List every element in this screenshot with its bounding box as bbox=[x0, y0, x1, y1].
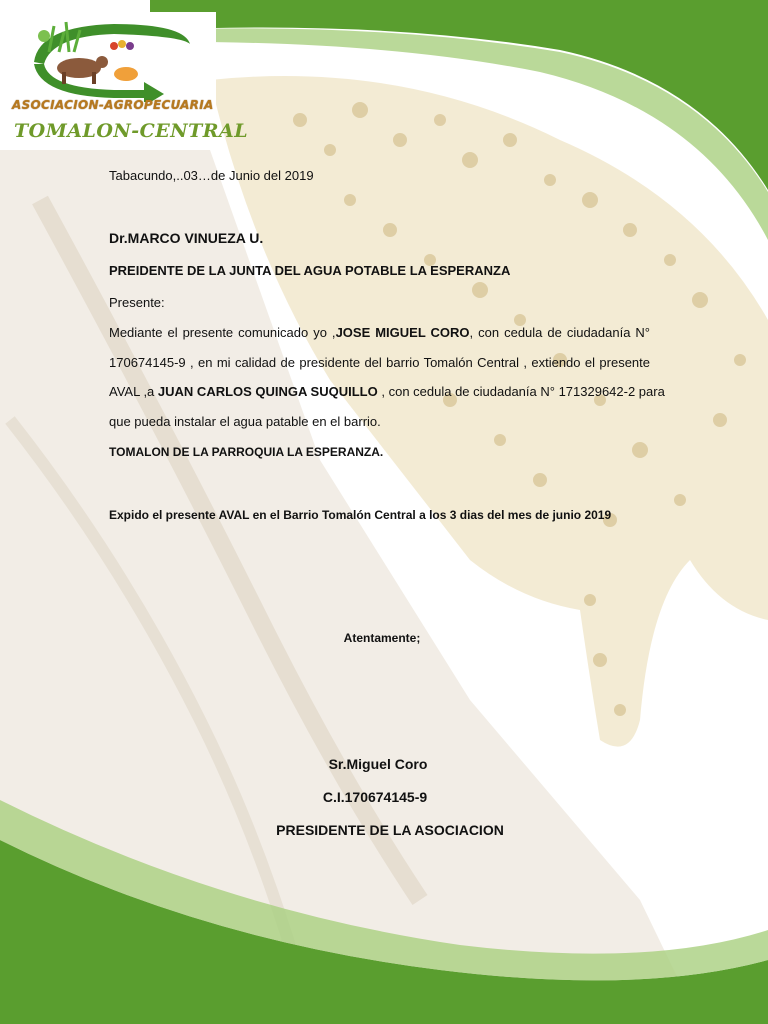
body-line-3-end: , con cedula de ciudadanía N° 171329642-2 para bbox=[381, 384, 665, 399]
salutation: Presente: bbox=[109, 295, 165, 310]
body-line-4: que pueda instalar el agua patable en el barrio. bbox=[109, 414, 381, 429]
logo-line-1: ASOCIACION-AGROPECUARIA bbox=[12, 98, 214, 112]
logo-emblem-icon bbox=[4, 12, 216, 102]
farewell: Atentamente; bbox=[343, 631, 421, 645]
beneficiary-name: JUAN CARLOS QUINGA SUQUILLO bbox=[157, 384, 378, 399]
body-line-1-end: , con cedula de ciudadanía N° bbox=[469, 325, 651, 340]
signer-id: C.I.170674145-9 bbox=[322, 789, 428, 805]
recipient-title: PREIDENTE DE LA JUNTA DEL AGUA POTABLE LA ESPERANZA bbox=[109, 263, 511, 278]
logo-line-2: TOMALON-CENTRAL bbox=[14, 120, 249, 142]
body-line-1 bbox=[109, 325, 650, 340]
body-line-5: TOMALON DE LA PARROQUIA LA ESPERANZA. bbox=[109, 445, 384, 459]
recipient-name: Dr.MARCO VINUEZA U. bbox=[109, 230, 264, 246]
closing-statement: Expido el presente AVAL en el Barrio Tomalón Central a los 3 dias del mes de junio 2019 bbox=[109, 508, 612, 522]
body-line-2: 170674145-9 , en mi calidad de presidente del barrio Tomalón Central , extiendo el presente bbox=[109, 355, 650, 370]
sender-name: JOSE MIGUEL CORO bbox=[335, 325, 470, 340]
body-line-3 bbox=[109, 384, 665, 399]
signer-title: PRESIDENTE DE LA ASOCIACION bbox=[276, 822, 504, 838]
signer-name: Sr.Miguel Coro bbox=[328, 756, 428, 772]
letter-date: Tabacundo,..03…de Junio del 2019 bbox=[109, 168, 314, 183]
association-logo bbox=[4, 12, 249, 150]
body-line-3-start: AVAL ,a bbox=[109, 384, 155, 399]
body-line-1-start: Mediante el presente comunicado yo , bbox=[109, 325, 336, 340]
